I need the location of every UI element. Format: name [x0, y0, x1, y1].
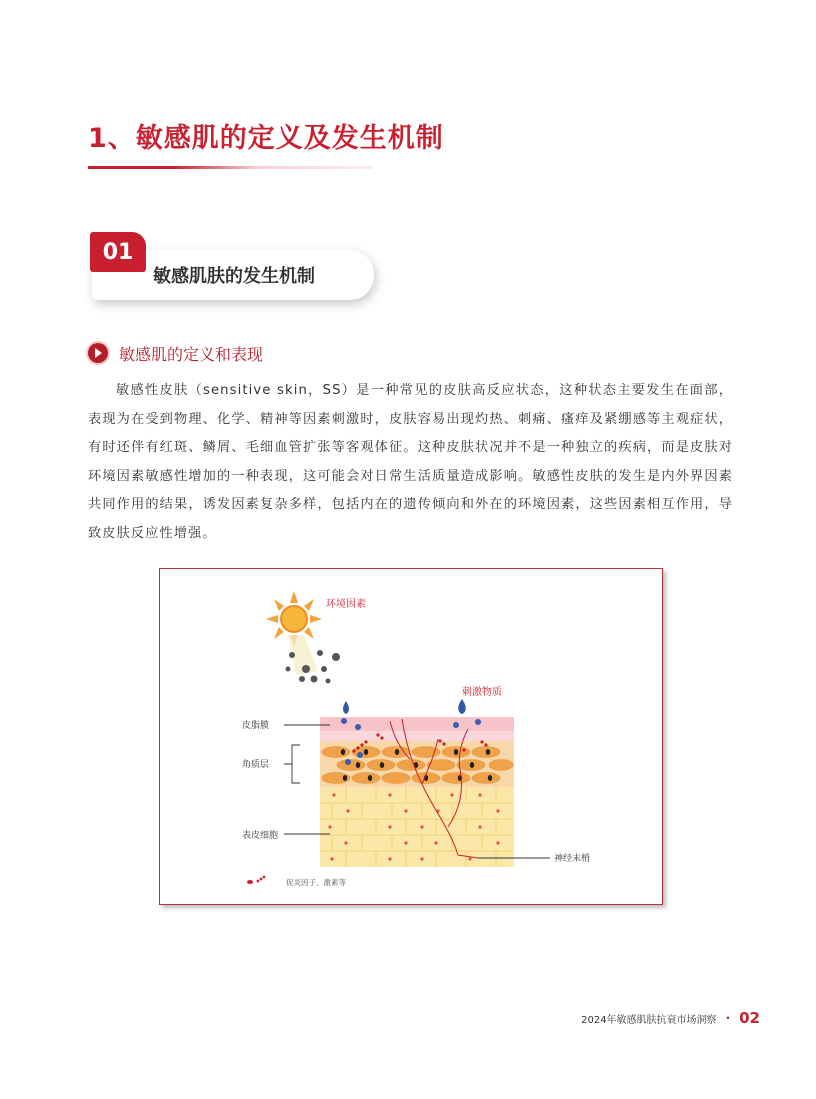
label-epidermal-cells: 表皮细胞: [242, 831, 279, 841]
legend: [247, 876, 346, 887]
section-number-badge: 01: [90, 232, 146, 272]
label-environment: 环境因素: [326, 599, 366, 610]
label-stratum-corneum: 角质层: [242, 760, 270, 770]
section-title: 敏感肌肤的发生机制: [153, 266, 315, 287]
footer-separator: ·: [725, 1011, 731, 1025]
legend-label: 促炎因子、激素等: [286, 878, 346, 887]
chapter-title: 1、敏感肌的定义及发生机制: [88, 123, 444, 154]
skin-diagram: [160, 569, 662, 904]
play-bullet-icon: [88, 343, 108, 363]
page-footer: [581, 1009, 760, 1027]
body-paragraph: 敏感性皮肤（sensitive skin，SS）是一种常见的皮肤高反应状态，这种状态主要发生在面部，表现为在受到物理、化学、精神等因素刺激时，皮肤容易出现灼热、刺痛、瘙痒及紧绷感等主观症状，有时还伴有红斑、鳞屑、毛细血管扩张等客观体征。这种皮肤状况并不是一种独立的疾病，而是皮肤对环境因素敏感性增加的一种表现，这可能会对日常生活质量造成影响。敏感性皮肤的发生是内外界因素共同作用的结果，诱发因素复杂多样，包括内在的遗传倾向和外在的环境因素，这些因素相互作用，导致皮肤反应性增强。: [88, 383, 733, 541]
label-sebum: 皮脂膜: [242, 721, 270, 731]
title-underline: [88, 166, 373, 169]
label-nerve-endings: 神经末梢: [554, 854, 591, 864]
subsection-title: 敏感肌的定义和表现: [119, 344, 264, 364]
subsection-heading: [88, 342, 263, 364]
sebum-layer: [320, 717, 514, 731]
epidermal-cell-layer: [320, 787, 514, 867]
page-number: 02: [739, 1009, 760, 1027]
label-irritant: 刺激物质: [462, 687, 502, 698]
footer-report-title: 2024年敏感肌肤抗衰市场洞察: [581, 1014, 717, 1026]
skin-mechanism-figure: [159, 568, 663, 905]
